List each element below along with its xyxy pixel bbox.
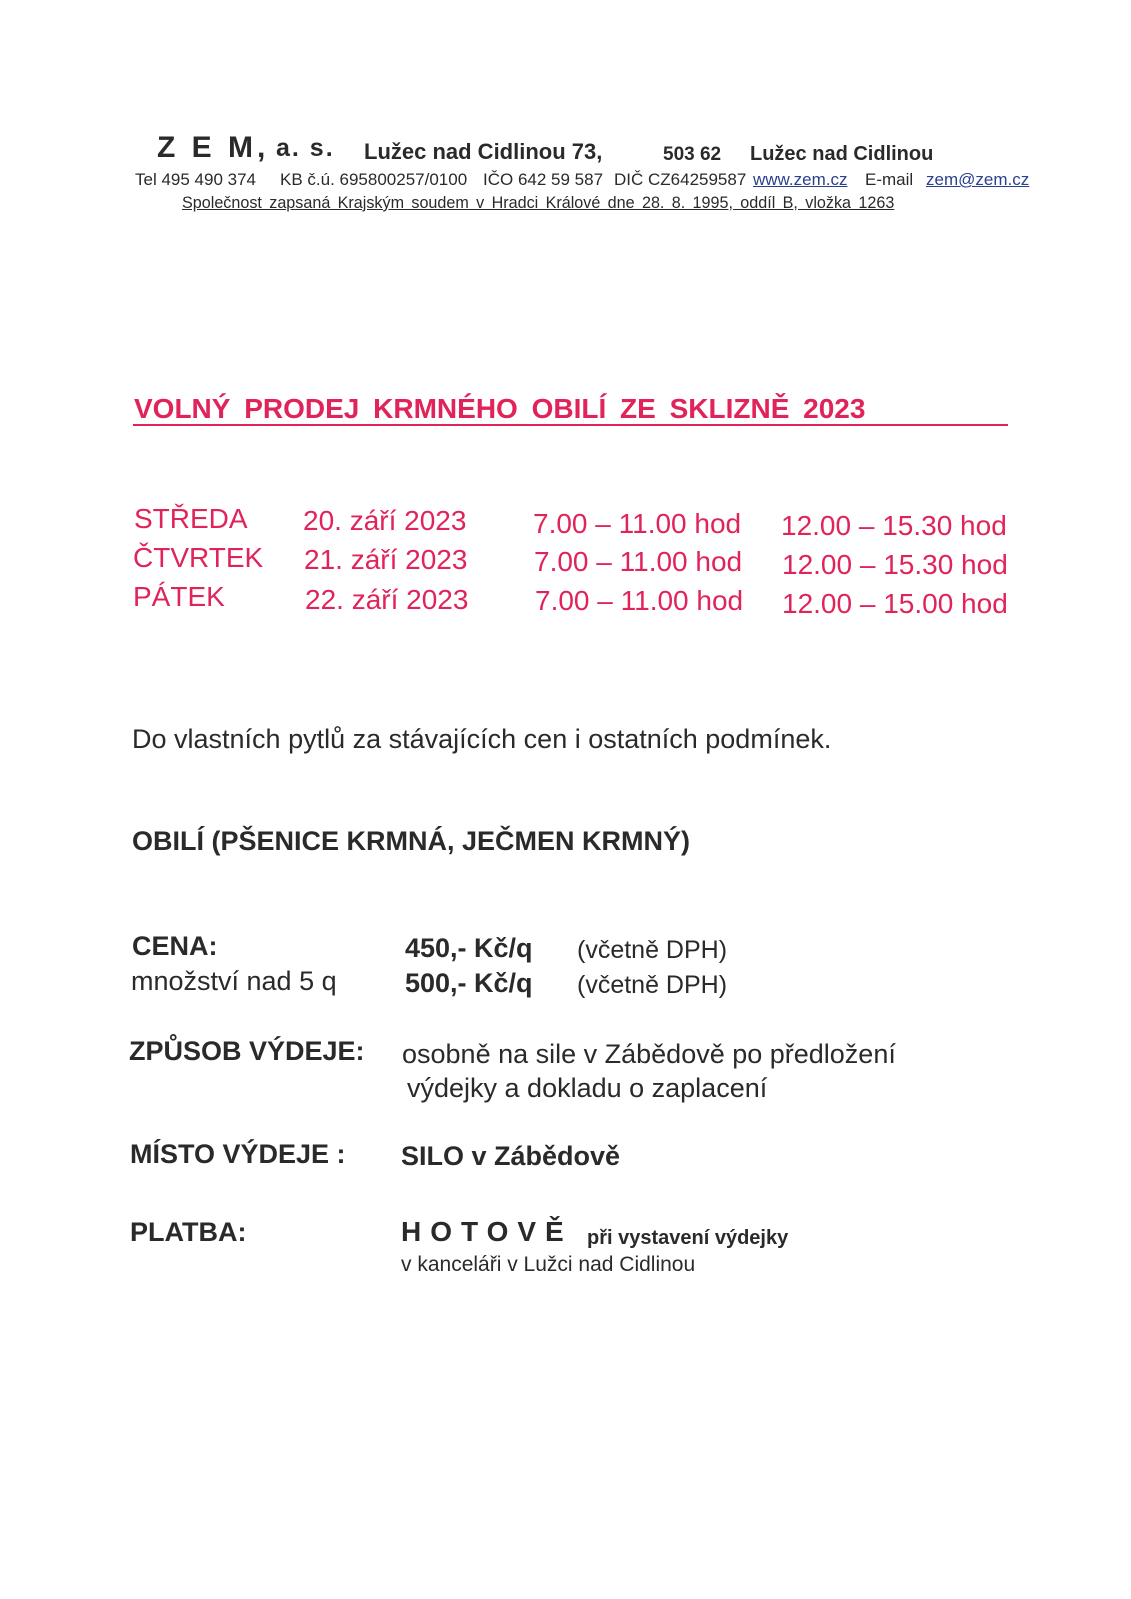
- grain-type: OBILÍ (PŠENICE KRMNÁ, JEČMEN KRMNÝ): [132, 826, 691, 856]
- schedule-afternoon: 12.00 – 15.00 hod: [782, 588, 1008, 619]
- schedule-morning: 7.00 – 11.00 hod: [533, 508, 742, 539]
- price-label: CENA:: [132, 931, 218, 961]
- schedule-afternoon: 12.00 – 15.30 hod: [782, 549, 1008, 580]
- bulk-label: množství nad 5 q: [131, 966, 337, 996]
- schedule-day: STŘEDA: [134, 503, 248, 534]
- dispatch-place-value: SILO v Zábědově: [401, 1141, 621, 1171]
- payment-detail: při vystavení výdejky: [587, 1227, 789, 1249]
- dispatch-method-line2: výdejky a dokladu o zaplacení: [407, 1073, 768, 1103]
- website-link[interactable]: www.zem.cz: [753, 170, 848, 189]
- schedule-day: PÁTEK: [133, 581, 225, 612]
- bank-account: KB č.ú. 695800257/0100: [280, 170, 468, 189]
- schedule-morning: 7.00 – 11.00 hod: [535, 585, 744, 616]
- company-suffix: a. s.: [276, 134, 335, 162]
- schedule-date: 21. září 2023: [304, 544, 468, 575]
- payment-office: v kanceláři v Lužci nad Cidlinou: [401, 1253, 696, 1276]
- company-registry: Společnost zapsaná Krajským soudem v Hradci Králové dne 28. 8. 1995, oddíl B, vložka 1263: [182, 193, 895, 212]
- company-name: Z E M,: [157, 131, 270, 164]
- company-id: IČO 642 59 587: [483, 170, 604, 189]
- company-city: Lužec nad Cidlinou: [750, 143, 934, 165]
- sale-title: VOLNÝ PRODEJ KRMNÉHO OBILÍ ZE SKLIZNĚ 2023: [134, 393, 866, 424]
- phone-number: Tel 495 490 374: [135, 170, 256, 189]
- price-vat: (včetně DPH): [577, 936, 728, 964]
- schedule-date: 22. září 2023: [305, 584, 469, 615]
- price-value: 450,- Kč/q: [405, 933, 533, 963]
- payment-label: PLATBA:: [130, 1217, 247, 1247]
- payment-value: HOTOVĚ: [401, 1216, 573, 1247]
- schedule-morning: 7.00 – 11.00 hod: [534, 546, 743, 577]
- schedule-afternoon: 12.00 – 15.30 hod: [781, 510, 1007, 541]
- schedule-day: ČTVRTEK: [133, 542, 264, 573]
- vat-id: DIČ CZ64259587: [614, 170, 747, 189]
- schedule-date: 20. září 2023: [303, 505, 467, 536]
- email-label: E-mail: [865, 170, 914, 189]
- email-link[interactable]: zem@zem.cz: [926, 170, 1030, 189]
- bulk-price-vat: (včetně DPH): [577, 971, 728, 999]
- bag-note: Do vlastních pytlů za stávajících cen i ostatních podmínek.: [132, 724, 832, 754]
- title-underline: [133, 424, 1008, 426]
- dispatch-method-label: ZPŮSOB VÝDEJE:: [129, 1036, 365, 1066]
- company-address: Lužec nad Cidlinou 73,: [364, 139, 603, 164]
- postal-code: 503 62: [663, 144, 722, 165]
- bulk-price-value: 500,- Kč/q: [405, 968, 533, 998]
- dispatch-method-line1: osobně na sile v Zábědově po předložení: [402, 1039, 896, 1069]
- dispatch-place-label: MÍSTO VÝDEJE :: [130, 1139, 346, 1169]
